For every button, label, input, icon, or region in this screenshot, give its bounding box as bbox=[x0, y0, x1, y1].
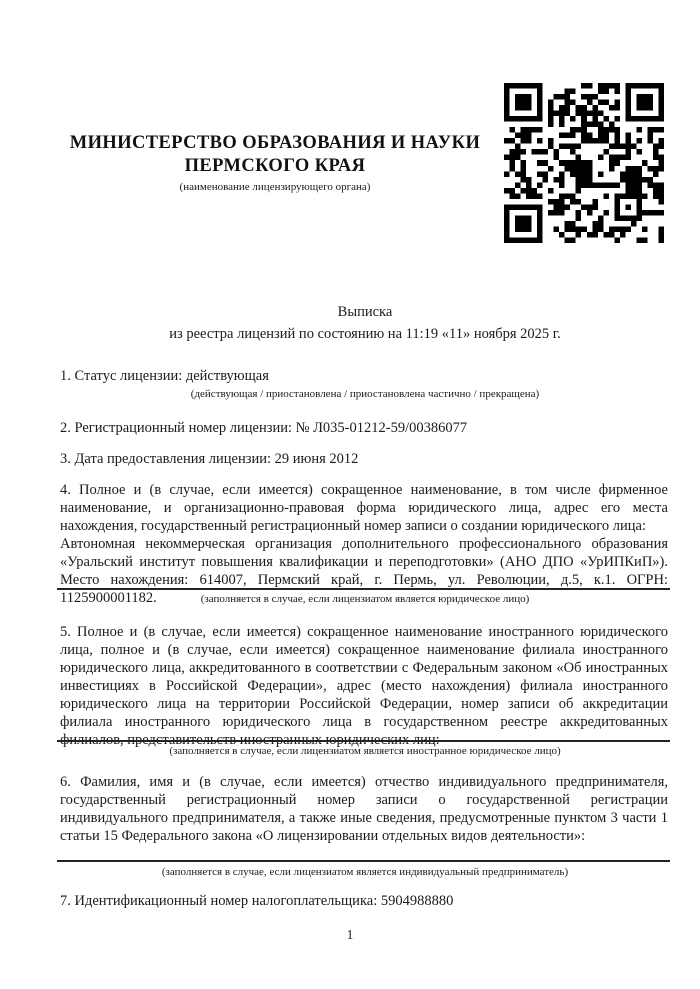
licensing-authority-name bbox=[60, 132, 490, 178]
document-subtitle: из реестра лицензий по состоянию на 11:19 «11» ноября 2025 г. bbox=[169, 326, 561, 342]
grant-date-line: 3. Дата предоставления лицензии: 29 июня 2012 bbox=[60, 451, 359, 467]
taxpayer-id-line: 7. Идентификационный номер налогоплательщика: 5904988880 bbox=[60, 893, 454, 909]
page-number: 1 bbox=[346, 927, 354, 942]
legal-entity-label: 4. Полное и (в случае, если имеется) сокращенное наименование, в том числе фирменное наименование, и организационно-правовая форма юридического лица, адрес его места нахождения, государственный регистрационный номер записи о создании юридического лица: bbox=[60, 482, 668, 534]
fill-line-entrepreneur bbox=[57, 860, 670, 862]
licensing-authority-caption: (наименование лицензирующего органа) bbox=[179, 181, 371, 193]
qr-code bbox=[504, 83, 664, 243]
foreign-entity-caption: (заполняется в случае, если лицензиатом является иностранное юридическое лицо) bbox=[169, 745, 561, 757]
entrepreneur-label: 6. Фамилия, имя и (в случае, если имеется) отчество индивидуального предпринимателя, государственный регистрационный номер записи о государственной регистрации индивидуального предпринимателя, а также иные сведения, предусмотренные пунктом 3 части 1 статьи 15 Федерального закона «О лицензировании отдельных видов деятельности»: bbox=[60, 774, 668, 844]
ministry-name-line2: ПЕРМСКОГО КРАЯ bbox=[184, 156, 366, 176]
document-title: Выписка bbox=[337, 304, 393, 320]
foreign-entity-label: 5. Полное и (в случае, если имеется) сокращенное наименование иностранного юридического лица, полное и (в случае, если имеется) сокращенное наименование филиала иностранного юридического лица, аккредитованного в соответствии с Федеральным законом «Об иностранных инвестициях в Российской Федерации», адрес (место нахождения) филиала иностранного юридического лица на территории Российской Федерации, номер записи об аккредитации филиала иностранного юридического лица в государственном реестре аккредитованных филиалов, представительств иностранных юридических лиц: bbox=[60, 624, 668, 748]
legal-entity-caption: (заполняется в случае, если лицензиатом является юридическое лицо) bbox=[200, 593, 530, 605]
legal-entity-value: Автономная некоммерческая организация дополнительного профессионального образования «Уральский институт повышения квалификации и переподготовки» (АНО ДПО «УрИПКиП»). Место нахождения: 614007, Пермский край, г. Пермь, ул. Революции, д.5, к.1. ОГРН: 1125900001182. bbox=[60, 536, 668, 606]
license-status-line: 1. Статус лицензии: действующая bbox=[60, 368, 269, 384]
ministry-name-line1: МИНИСТЕРСТВО ОБРАЗОВАНИЯ И НАУКИ bbox=[69, 133, 481, 153]
fill-line-foreign-entity bbox=[57, 740, 670, 742]
entrepreneur-caption: (заполняется в случае, если лицензиатом является индивидуальный предприниматель) bbox=[161, 866, 569, 878]
registration-number-line: 2. Регистрационный номер лицензии: № Л035-01212-59/00386077 bbox=[60, 420, 468, 436]
license-status-options-caption: (действующая / приостановлена / приостановлена частично / прекращена) bbox=[190, 388, 540, 400]
document-title-block bbox=[60, 301, 670, 345]
fill-line-legal-entity bbox=[57, 588, 670, 590]
